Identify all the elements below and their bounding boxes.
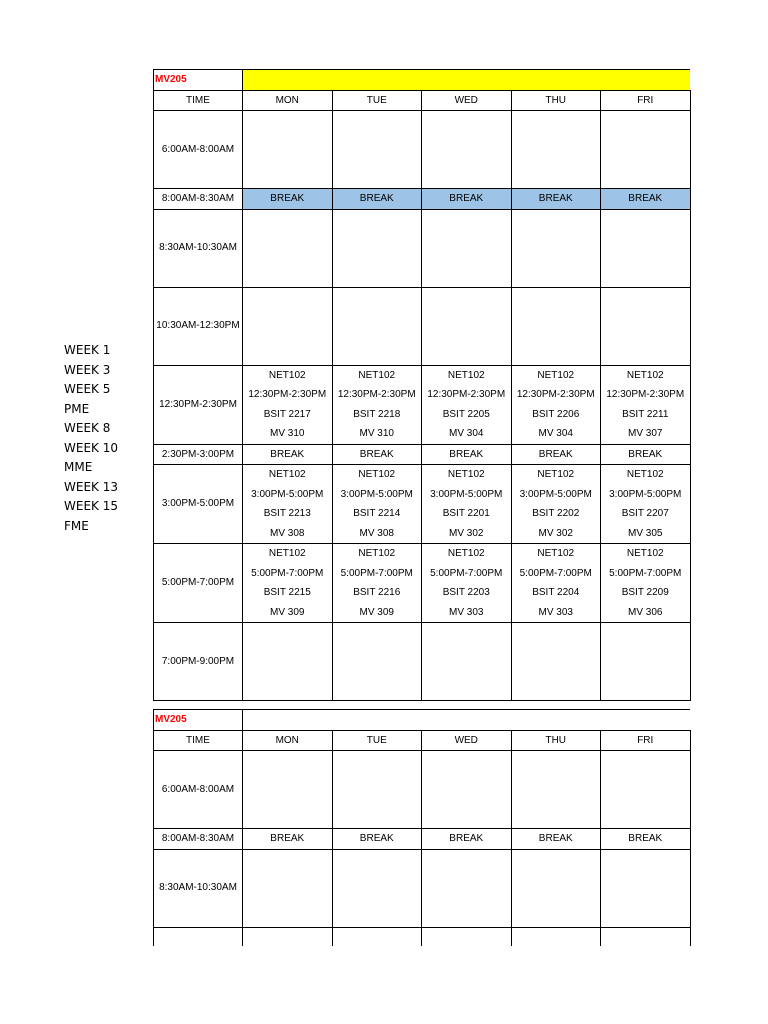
empty-cell xyxy=(601,623,691,701)
room: MV 305 xyxy=(628,527,663,539)
class-time: 12:30PM-2:30PM xyxy=(248,389,327,400)
class-cell xyxy=(243,465,333,544)
break-cell: BREAK xyxy=(511,829,601,850)
week-label: MME xyxy=(64,460,93,474)
col-header-wed: WED xyxy=(422,90,512,111)
break-row xyxy=(154,189,691,210)
course-code: NET102 xyxy=(447,369,485,381)
room: MV 302 xyxy=(449,527,484,539)
room: MV 304 xyxy=(449,428,484,439)
break-cell: BREAK xyxy=(422,829,512,850)
empty-cell xyxy=(422,927,512,946)
col-header-fri: FRI xyxy=(601,90,691,111)
empty-cell xyxy=(601,209,691,287)
section: BSIT 2204 xyxy=(532,587,580,598)
class-time: 3:00PM-5:00PM xyxy=(251,488,324,500)
section: BSIT 2207 xyxy=(621,508,669,519)
empty-cell xyxy=(511,287,601,365)
time-slot: 8:00AM-8:30AM xyxy=(154,189,243,210)
section: BSIT 2216 xyxy=(353,587,401,598)
empty-cell xyxy=(601,927,691,946)
class-time: 3:00PM-5:00PM xyxy=(430,488,503,500)
empty-cell xyxy=(511,927,601,946)
room-label: MV205 xyxy=(154,710,243,731)
time-slot: 8:00AM-8:30AM xyxy=(154,829,243,850)
course-code: NET102 xyxy=(358,548,396,559)
room: MV 303 xyxy=(538,606,573,618)
time-slot: 3:00PM-5:00PM xyxy=(154,465,243,544)
course-code: NET102 xyxy=(268,469,306,480)
time-slot: 2:30PM-3:00PM xyxy=(154,444,243,465)
break-cell: BREAK xyxy=(243,829,333,850)
course-code: NET102 xyxy=(626,469,664,480)
week-label: WEEK 13 xyxy=(64,479,118,494)
break-cell: BREAK xyxy=(243,444,333,465)
time-slot: 8:30AM-10:30AM xyxy=(154,849,243,927)
room: MV 303 xyxy=(449,606,484,618)
time-slot: 7:00PM-9:00PM xyxy=(154,623,243,701)
class-cell xyxy=(332,465,422,544)
section: BSIT 2215 xyxy=(263,587,311,598)
section: BSIT 2203 xyxy=(442,587,490,598)
table-row xyxy=(154,751,691,829)
class-cell xyxy=(422,465,512,544)
col-header-tue: TUE xyxy=(332,90,422,111)
empty-cell xyxy=(422,751,512,829)
course-code: NET102 xyxy=(447,469,485,480)
header-row xyxy=(154,90,691,111)
empty-cell xyxy=(332,849,422,927)
week-label: WEEK 3 xyxy=(64,362,111,377)
empty-cell xyxy=(422,623,512,701)
course-code: NET102 xyxy=(537,369,575,381)
room: MV 308 xyxy=(270,527,305,539)
break-cell: BREAK xyxy=(332,189,422,210)
course-code: NET102 xyxy=(447,548,485,559)
title-bar xyxy=(243,710,691,731)
room: MV 310 xyxy=(270,428,305,439)
empty-cell xyxy=(601,849,691,927)
empty-cell xyxy=(332,111,422,189)
room: MV 306 xyxy=(628,606,663,618)
course-code: NET102 xyxy=(358,469,396,480)
room: MV 308 xyxy=(359,527,394,539)
class-cell xyxy=(601,465,691,544)
break-cell: BREAK xyxy=(601,444,691,465)
class-cell xyxy=(422,544,512,623)
table-row xyxy=(154,111,691,189)
break-cell: BREAK xyxy=(422,444,512,465)
empty-cell xyxy=(243,623,333,701)
table-row-cut xyxy=(154,927,691,946)
room: MV 309 xyxy=(270,606,305,618)
week-label: WEEK 5 xyxy=(64,382,111,396)
class-time: 5:00PM-7:00PM xyxy=(519,567,592,579)
room: MV 304 xyxy=(538,428,573,439)
class-time: 12:30PM-2:30PM xyxy=(516,389,595,400)
class-time: 12:30PM-2:30PM xyxy=(337,389,416,400)
break-cell: BREAK xyxy=(332,829,422,850)
table-row xyxy=(154,465,691,544)
course-code: NET102 xyxy=(358,369,396,381)
course-code: NET102 xyxy=(537,469,575,480)
empty-cell xyxy=(601,751,691,829)
class-time: 5:00PM-7:00PM xyxy=(251,567,324,579)
break-cell: BREAK xyxy=(601,829,691,850)
week-label: WEEK 15 xyxy=(64,499,118,513)
class-cell xyxy=(511,365,601,444)
class-cell xyxy=(422,365,512,444)
table-row xyxy=(154,287,691,365)
class-cell xyxy=(243,544,333,623)
class-cell xyxy=(601,365,691,444)
empty-cell xyxy=(154,927,243,946)
week-label: WEEK 10 xyxy=(64,440,118,455)
col-header-thu: THU xyxy=(511,730,601,751)
class-time: 3:00PM-5:00PM xyxy=(519,488,592,500)
class-time: 5:00PM-7:00PM xyxy=(340,567,413,579)
section: BSIT 2209 xyxy=(621,587,669,598)
schedule-table-2 xyxy=(153,709,691,946)
class-cell xyxy=(332,544,422,623)
empty-cell xyxy=(243,751,333,829)
empty-cell xyxy=(332,927,422,946)
room: MV 302 xyxy=(538,527,573,539)
week-label: PME xyxy=(64,401,90,416)
course-code: NET102 xyxy=(268,369,306,381)
class-cell xyxy=(511,465,601,544)
empty-cell xyxy=(243,111,333,189)
empty-cell xyxy=(511,849,601,927)
section: BSIT 2211 xyxy=(622,408,669,420)
col-header-thu: THU xyxy=(511,90,601,111)
week-label: WEEK 1 xyxy=(64,343,111,357)
empty-cell xyxy=(422,111,512,189)
table-row xyxy=(154,209,691,287)
empty-cell xyxy=(243,287,333,365)
section: BSIT 2213 xyxy=(263,508,311,519)
section: BSIT 2201 xyxy=(442,508,490,519)
course-code: NET102 xyxy=(537,548,575,559)
break-cell: BREAK xyxy=(601,189,691,210)
empty-cell xyxy=(422,287,512,365)
table-row xyxy=(154,365,691,444)
class-time: 3:00PM-5:00PM xyxy=(609,488,682,500)
empty-cell xyxy=(422,209,512,287)
break-cell: BREAK xyxy=(511,189,601,210)
class-cell xyxy=(601,544,691,623)
empty-cell xyxy=(243,849,333,927)
class-time: 12:30PM-2:30PM xyxy=(427,389,506,400)
room-label: MV205 xyxy=(154,70,243,91)
section: BSIT 2218 xyxy=(353,408,401,420)
week-label: FME xyxy=(64,518,89,533)
time-slot: 5:00PM-7:00PM xyxy=(154,544,243,623)
empty-cell xyxy=(511,751,601,829)
room: MV 309 xyxy=(359,606,394,618)
empty-cell xyxy=(243,209,333,287)
section: BSIT 2206 xyxy=(532,408,580,420)
class-time: 12:30PM-2:30PM xyxy=(606,389,685,400)
week-list xyxy=(64,341,118,536)
break-cell: BREAK xyxy=(422,189,512,210)
course-code: NET102 xyxy=(626,548,664,559)
col-header-mon: MON xyxy=(243,730,333,751)
table-row xyxy=(154,544,691,623)
schedule-table-1 xyxy=(153,69,691,701)
header-row xyxy=(154,730,691,751)
empty-cell xyxy=(332,751,422,829)
empty-cell xyxy=(511,111,601,189)
class-time: 5:00PM-7:00PM xyxy=(430,567,503,579)
empty-cell xyxy=(601,287,691,365)
empty-cell xyxy=(511,623,601,701)
room: MV 310 xyxy=(359,428,394,439)
week-label: WEEK 8 xyxy=(64,421,111,435)
break-cell: BREAK xyxy=(332,444,422,465)
table-row xyxy=(154,849,691,927)
time-slot: 12:30PM-2:30PM xyxy=(154,365,243,444)
col-header-wed: WED xyxy=(422,730,512,751)
break-cell: BREAK xyxy=(243,189,333,210)
break-cell: BREAK xyxy=(511,444,601,465)
col-header-mon: MON xyxy=(243,90,333,111)
course-code: NET102 xyxy=(268,548,306,559)
section: BSIT 2202 xyxy=(532,508,580,519)
col-header-tue: TUE xyxy=(332,730,422,751)
section: BSIT 2205 xyxy=(442,408,490,420)
time-slot: 6:00AM-8:00AM xyxy=(154,751,243,829)
empty-cell xyxy=(243,927,333,946)
section: BSIT 2214 xyxy=(353,508,401,519)
col-header-time: TIME xyxy=(154,730,243,751)
class-time: 3:00PM-5:00PM xyxy=(340,488,413,500)
empty-cell xyxy=(422,849,512,927)
empty-cell xyxy=(601,111,691,189)
time-slot: 6:00AM-8:00AM xyxy=(154,111,243,189)
time-slot: 10:30AM-12:30PM xyxy=(154,287,243,365)
title-bar xyxy=(243,70,691,91)
course-code: NET102 xyxy=(626,369,664,381)
col-header-fri: FRI xyxy=(601,730,691,751)
table-row xyxy=(154,623,691,701)
break-row xyxy=(154,829,691,850)
class-cell xyxy=(243,365,333,444)
empty-cell xyxy=(511,209,601,287)
col-header-time: TIME xyxy=(154,90,243,111)
room: MV 307 xyxy=(628,428,663,439)
section: BSIT 2217 xyxy=(263,408,311,420)
class-time: 5:00PM-7:00PM xyxy=(609,567,682,579)
break-row xyxy=(154,444,691,465)
empty-cell xyxy=(332,209,422,287)
class-cell xyxy=(511,544,601,623)
class-cell xyxy=(332,365,422,444)
time-slot: 8:30AM-10:30AM xyxy=(154,209,243,287)
empty-cell xyxy=(332,623,422,701)
empty-cell xyxy=(332,287,422,365)
